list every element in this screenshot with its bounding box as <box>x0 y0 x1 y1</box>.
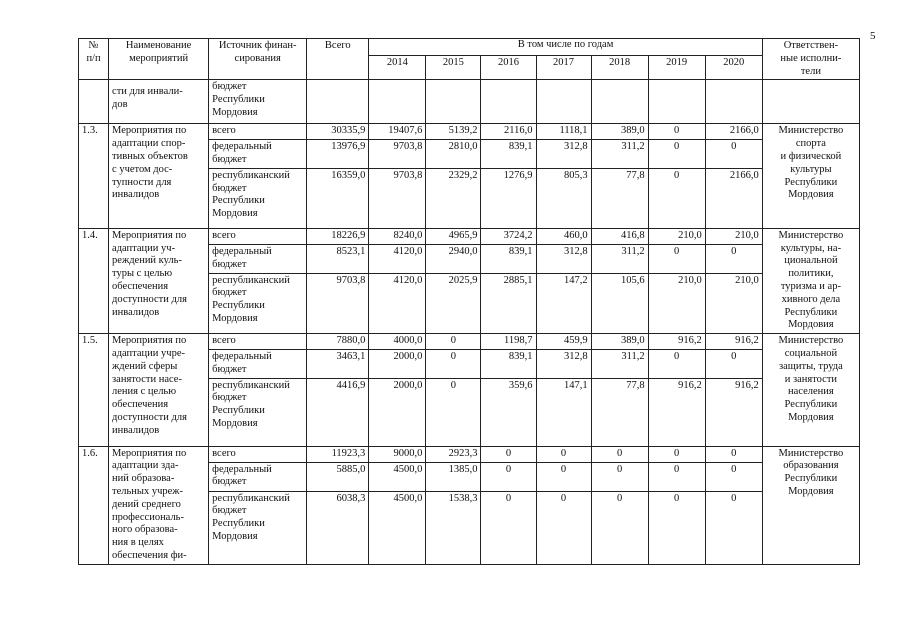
year-value: 0 <box>426 349 481 378</box>
header-year: 2018 <box>591 55 648 80</box>
year-value: 0 <box>591 462 648 491</box>
year-value: 839,1 <box>481 349 536 378</box>
year-value: 460,0 <box>536 228 591 244</box>
year-value: 0 <box>648 446 705 462</box>
total-value: 6038,3 <box>307 491 369 564</box>
continuation-cell <box>536 80 591 124</box>
table-row <box>79 124 860 140</box>
year-value: 416,8 <box>591 228 648 244</box>
funding-source: всего <box>209 228 307 244</box>
year-value: 5139,2 <box>426 124 481 140</box>
funding-source: федеральный бюджет <box>209 140 307 169</box>
year-value: 9703,8 <box>369 140 426 169</box>
funding-source: федеральный бюджет <box>209 349 307 378</box>
year-value: 916,2 <box>705 334 762 350</box>
header-row-1 <box>79 39 860 56</box>
year-value: 389,0 <box>591 334 648 350</box>
funding-source: республиканский бюджет Республики Мордовия <box>209 378 307 446</box>
responsible-executor: Министерство культуры, на- циональной политики, туризма и ар- хивного дела Республики Мордовия <box>762 228 859 333</box>
year-value: 0 <box>426 378 481 446</box>
year-value: 916,2 <box>648 334 705 350</box>
year-value: 0 <box>705 446 762 462</box>
continuation-num <box>79 80 109 124</box>
header-year: 2019 <box>648 55 705 80</box>
year-value: 2166,0 <box>705 168 762 228</box>
year-value: 77,8 <box>591 378 648 446</box>
funding-source: федеральный бюджет <box>209 462 307 491</box>
year-value: 0 <box>591 491 648 564</box>
header-year: 2015 <box>426 55 481 80</box>
year-value: 2000,0 <box>369 378 426 446</box>
year-value: 8240,0 <box>369 228 426 244</box>
table-row <box>79 446 860 462</box>
year-value: 312,8 <box>536 349 591 378</box>
funding-source: республиканский бюджет Республики Мордовия <box>209 168 307 228</box>
funding-source: федеральный бюджет <box>209 244 307 273</box>
year-value: 805,3 <box>536 168 591 228</box>
budget-table <box>78 38 860 565</box>
year-value: 312,8 <box>536 140 591 169</box>
header-year: 2014 <box>369 55 426 80</box>
measure-name: Мероприятия по адаптации спор- тивных объектов с учетом дос- тупности для инвалидов <box>109 124 209 228</box>
header-year: 2016 <box>481 55 536 80</box>
total-value: 13976,9 <box>307 140 369 169</box>
header-responsible: Ответствен- ные исполни- тели <box>762 39 859 80</box>
funding-source: республиканский бюджет Республики Мордовия <box>209 273 307 334</box>
total-value: 11923,3 <box>307 446 369 462</box>
year-value: 916,2 <box>648 378 705 446</box>
year-value: 2940,0 <box>426 244 481 273</box>
continuation-cell <box>762 80 859 124</box>
year-value: 210,0 <box>648 273 705 334</box>
year-value: 147,1 <box>536 378 591 446</box>
year-value: 0 <box>705 244 762 273</box>
year-value: 4120,0 <box>369 273 426 334</box>
year-value: 4500,0 <box>369 462 426 491</box>
header-year: 2017 <box>536 55 591 80</box>
year-value: 2810,0 <box>426 140 481 169</box>
year-value: 0 <box>536 446 591 462</box>
year-value: 0 <box>481 462 536 491</box>
continuation-cell <box>591 80 648 124</box>
header-total: Всего <box>307 39 369 80</box>
year-value: 0 <box>648 168 705 228</box>
year-value: 9703,8 <box>369 168 426 228</box>
year-value: 0 <box>591 446 648 462</box>
year-value: 0 <box>536 462 591 491</box>
year-value: 105,6 <box>591 273 648 334</box>
continuation-source: бюджет Республики Мордовия <box>209 80 307 124</box>
year-value: 0 <box>648 124 705 140</box>
funding-source: республиканский бюджет Республики Мордовия <box>209 491 307 564</box>
year-value: 19407,6 <box>369 124 426 140</box>
year-value: 4000,0 <box>369 334 426 350</box>
year-value: 2166,0 <box>705 124 762 140</box>
year-value: 0 <box>648 491 705 564</box>
continuation-name: сти для инвали- дов <box>109 80 209 124</box>
year-value: 0 <box>426 334 481 350</box>
year-value: 2923,3 <box>426 446 481 462</box>
total-value: 16359,0 <box>307 168 369 228</box>
year-value: 1276,9 <box>481 168 536 228</box>
responsible-executor: Министерство образования Республики Мордовия <box>762 446 859 564</box>
total-value: 7880,0 <box>307 334 369 350</box>
page-number: 5 <box>870 30 876 42</box>
header-source: Источник финан- сирования <box>209 39 307 80</box>
year-value: 9000,0 <box>369 446 426 462</box>
year-value: 3724,2 <box>481 228 536 244</box>
year-value: 916,2 <box>705 378 762 446</box>
year-value: 839,1 <box>481 244 536 273</box>
continuation-cell <box>481 80 536 124</box>
total-value: 8523,1 <box>307 244 369 273</box>
header-name: Наименование мероприятий <box>109 39 209 80</box>
year-value: 839,1 <box>481 140 536 169</box>
row-number: 1.5. <box>79 334 109 446</box>
header-num: № п/п <box>79 39 109 80</box>
year-value: 2885,1 <box>481 273 536 334</box>
year-value: 4120,0 <box>369 244 426 273</box>
year-value: 0 <box>705 491 762 564</box>
year-value: 4965,9 <box>426 228 481 244</box>
row-number: 1.6. <box>79 446 109 564</box>
responsible-executor: Министерство спорта и физической культуры Республики Мордовия <box>762 124 859 228</box>
year-value: 2116,0 <box>481 124 536 140</box>
total-value: 5885,0 <box>307 462 369 491</box>
year-value: 389,0 <box>591 124 648 140</box>
year-value: 77,8 <box>591 168 648 228</box>
year-value: 311,2 <box>591 140 648 169</box>
year-value: 0 <box>481 491 536 564</box>
total-value: 30335,9 <box>307 124 369 140</box>
year-value: 0 <box>648 244 705 273</box>
year-value: 210,0 <box>648 228 705 244</box>
funding-source: всего <box>209 124 307 140</box>
row-number: 1.3. <box>79 124 109 228</box>
year-value: 4500,0 <box>369 491 426 564</box>
total-value: 18226,9 <box>307 228 369 244</box>
continuation-cell <box>307 80 369 124</box>
year-value: 2025,9 <box>426 273 481 334</box>
table-row <box>79 228 860 244</box>
year-value: 147,2 <box>536 273 591 334</box>
total-value: 4416,9 <box>307 378 369 446</box>
year-value: 1118,1 <box>536 124 591 140</box>
row-number: 1.4. <box>79 228 109 333</box>
year-value: 1538,3 <box>426 491 481 564</box>
year-value: 1198,7 <box>481 334 536 350</box>
year-value: 0 <box>648 140 705 169</box>
funding-source: всего <box>209 334 307 350</box>
year-value: 0 <box>705 462 762 491</box>
year-value: 0 <box>705 349 762 378</box>
funding-source: всего <box>209 446 307 462</box>
measure-name: Мероприятия по адаптации учре- ждений сферы занятости насе- ления с целью обеспечения доступности для инвалидов <box>109 334 209 446</box>
year-value: 0 <box>705 140 762 169</box>
table-row <box>79 334 860 350</box>
year-value: 1385,0 <box>426 462 481 491</box>
year-value: 0 <box>648 462 705 491</box>
year-value: 0 <box>481 446 536 462</box>
year-value: 311,2 <box>591 349 648 378</box>
continuation-cell <box>648 80 705 124</box>
total-value: 3463,1 <box>307 349 369 378</box>
header-by-years: В том числе по годам <box>369 39 762 56</box>
year-value: 359,6 <box>481 378 536 446</box>
continuation-row <box>79 80 860 124</box>
responsible-executor: Министерство социальной защиты, труда и занятости населения Республики Мордовия <box>762 334 859 446</box>
year-value: 210,0 <box>705 228 762 244</box>
continuation-cell <box>426 80 481 124</box>
year-value: 0 <box>648 349 705 378</box>
year-value: 459,9 <box>536 334 591 350</box>
year-value: 311,2 <box>591 244 648 273</box>
year-value: 210,0 <box>705 273 762 334</box>
continuation-cell <box>705 80 762 124</box>
year-value: 0 <box>536 491 591 564</box>
total-value: 9703,8 <box>307 273 369 334</box>
measure-name: Мероприятия по адаптации зда- ний образова- тельных учреж- дений среднего профессиональ- ного образова- ния в целях обеспечения фи- <box>109 446 209 564</box>
year-value: 2329,2 <box>426 168 481 228</box>
continuation-cell <box>369 80 426 124</box>
measure-name: Мероприятия по адаптации уч- реждений куль- туры с целью обеспечения доступности для инвалидов <box>109 228 209 333</box>
header-year: 2020 <box>705 55 762 80</box>
year-value: 2000,0 <box>369 349 426 378</box>
year-value: 312,8 <box>536 244 591 273</box>
